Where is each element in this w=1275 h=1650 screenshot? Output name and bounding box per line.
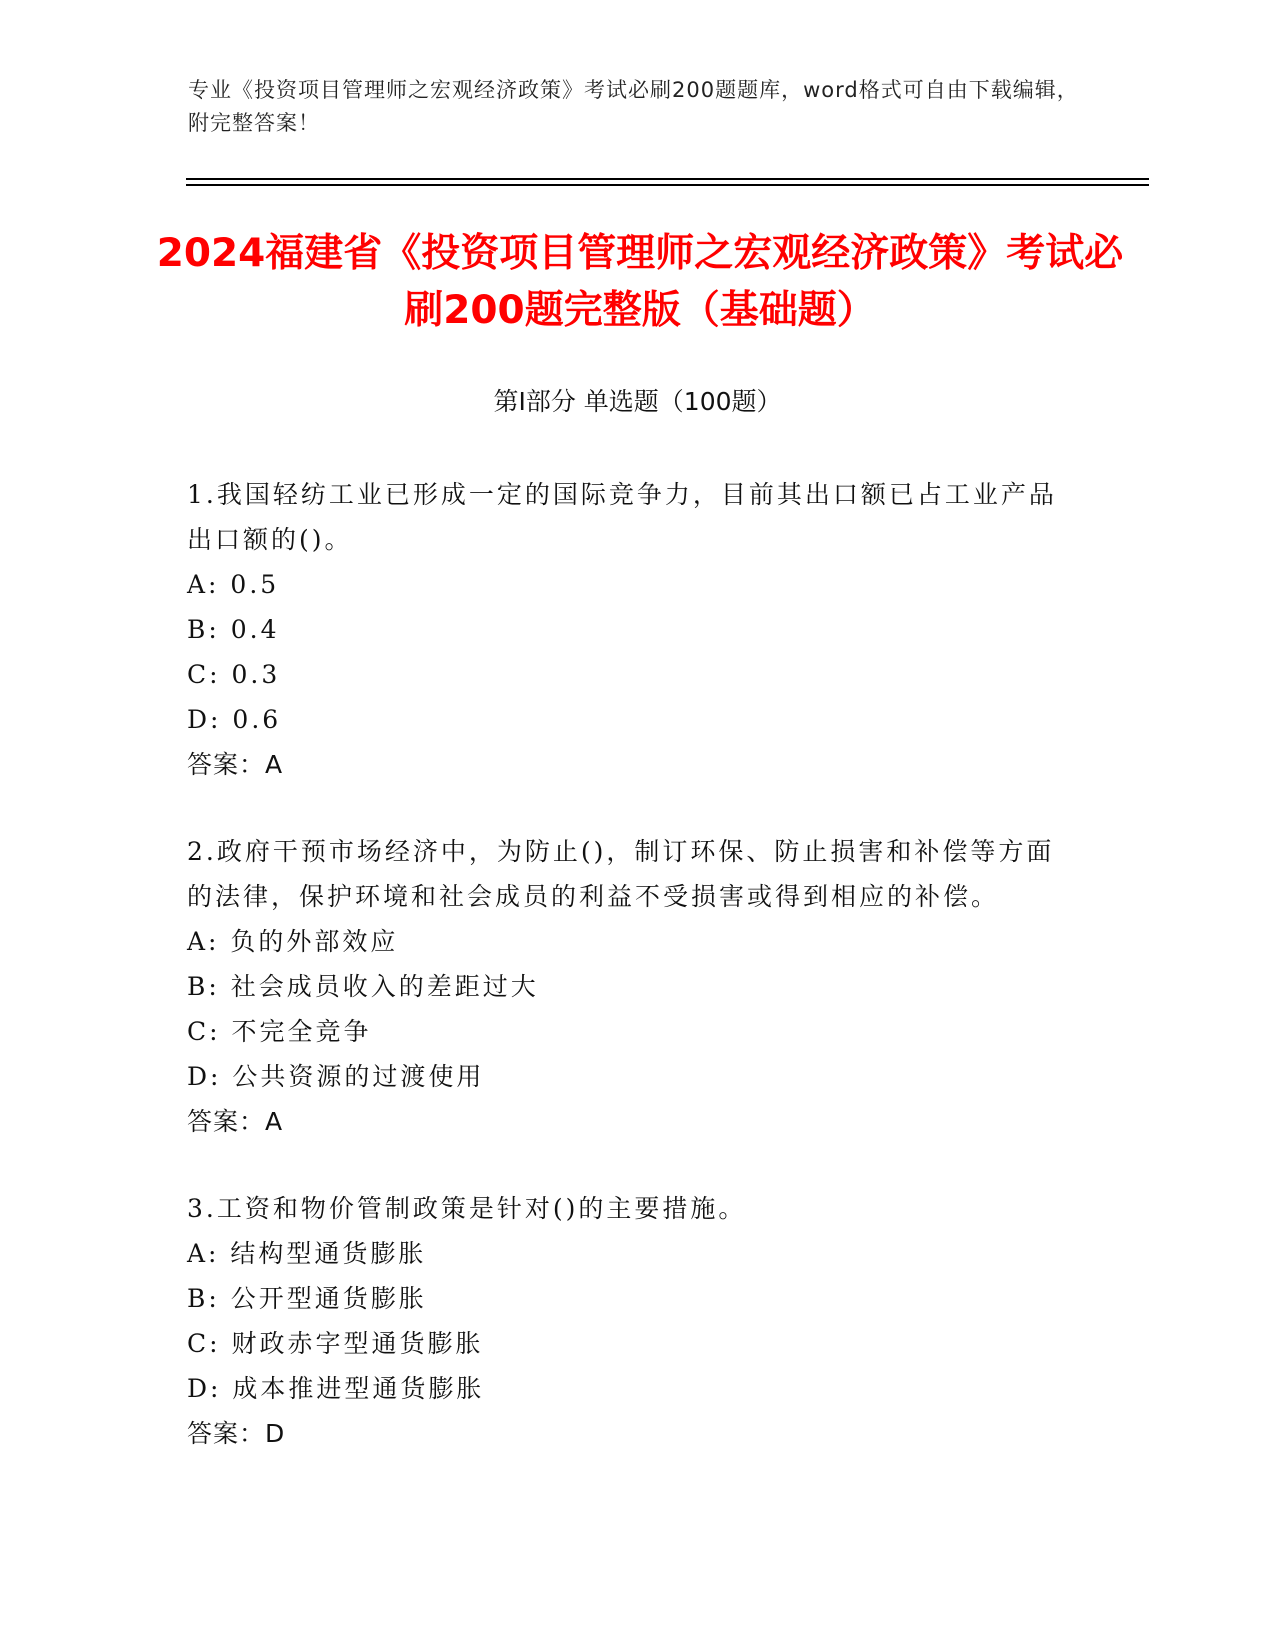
option-d: D: 成本推进型通货膨胀 <box>187 1374 485 1403</box>
question-stem: 1.我国轻纺工业已形成一定的国际竞争力，目前其出口额已占工业产品出口额的()。 <box>187 480 1057 554</box>
option-b: B: 0.4 <box>187 615 280 644</box>
question-stem: 3.工资和物价管制政策是针对()的主要措施。 <box>187 1194 747 1223</box>
option-c: C: 财政赤字型通货膨胀 <box>187 1329 484 1358</box>
section-heading: 第I部分 单选题（100题） <box>493 387 782 416</box>
question-3 <box>187 1186 1067 1456</box>
header-divider-bottom <box>186 184 1149 186</box>
header-note: 专业《投资项目管理师之宏观经济政策》考试必刷200题题库，word格式可自由下载编辑，附完整答案！ <box>188 78 1079 135</box>
answer: 答案：A <box>187 1107 284 1136</box>
option-d: D: 0.6 <box>187 705 282 734</box>
option-a: A: 0.5 <box>187 570 280 599</box>
option-b: B: 公开型通货膨胀 <box>187 1284 427 1313</box>
question-stem: 2.政府干预市场经济中，为防止()，制订环保、防止损害和补偿等方面的法律，保护环境和社会成员的利益不受损害或得到相应的补偿。 <box>187 837 1055 911</box>
document-title: 2024福建省《投资项目管理师之宏观经济政策》考试必刷200题完整版（基础题） <box>156 231 1124 333</box>
header-divider-top <box>186 178 1149 180</box>
option-b: B: 社会成员收入的差距过大 <box>187 972 539 1001</box>
option-c: C: 不完全竞争 <box>187 1017 372 1046</box>
option-a: A: 结构型通货膨胀 <box>187 1239 427 1268</box>
option-c: C: 0.3 <box>187 660 281 689</box>
question-list <box>187 472 1067 1498</box>
option-d: D: 公共资源的过渡使用 <box>187 1062 485 1091</box>
option-a: A: 负的外部效应 <box>187 927 399 956</box>
question-1 <box>187 472 1067 787</box>
answer: 答案：D <box>187 1419 286 1448</box>
question-2 <box>187 829 1067 1144</box>
answer: 答案：A <box>187 750 284 779</box>
